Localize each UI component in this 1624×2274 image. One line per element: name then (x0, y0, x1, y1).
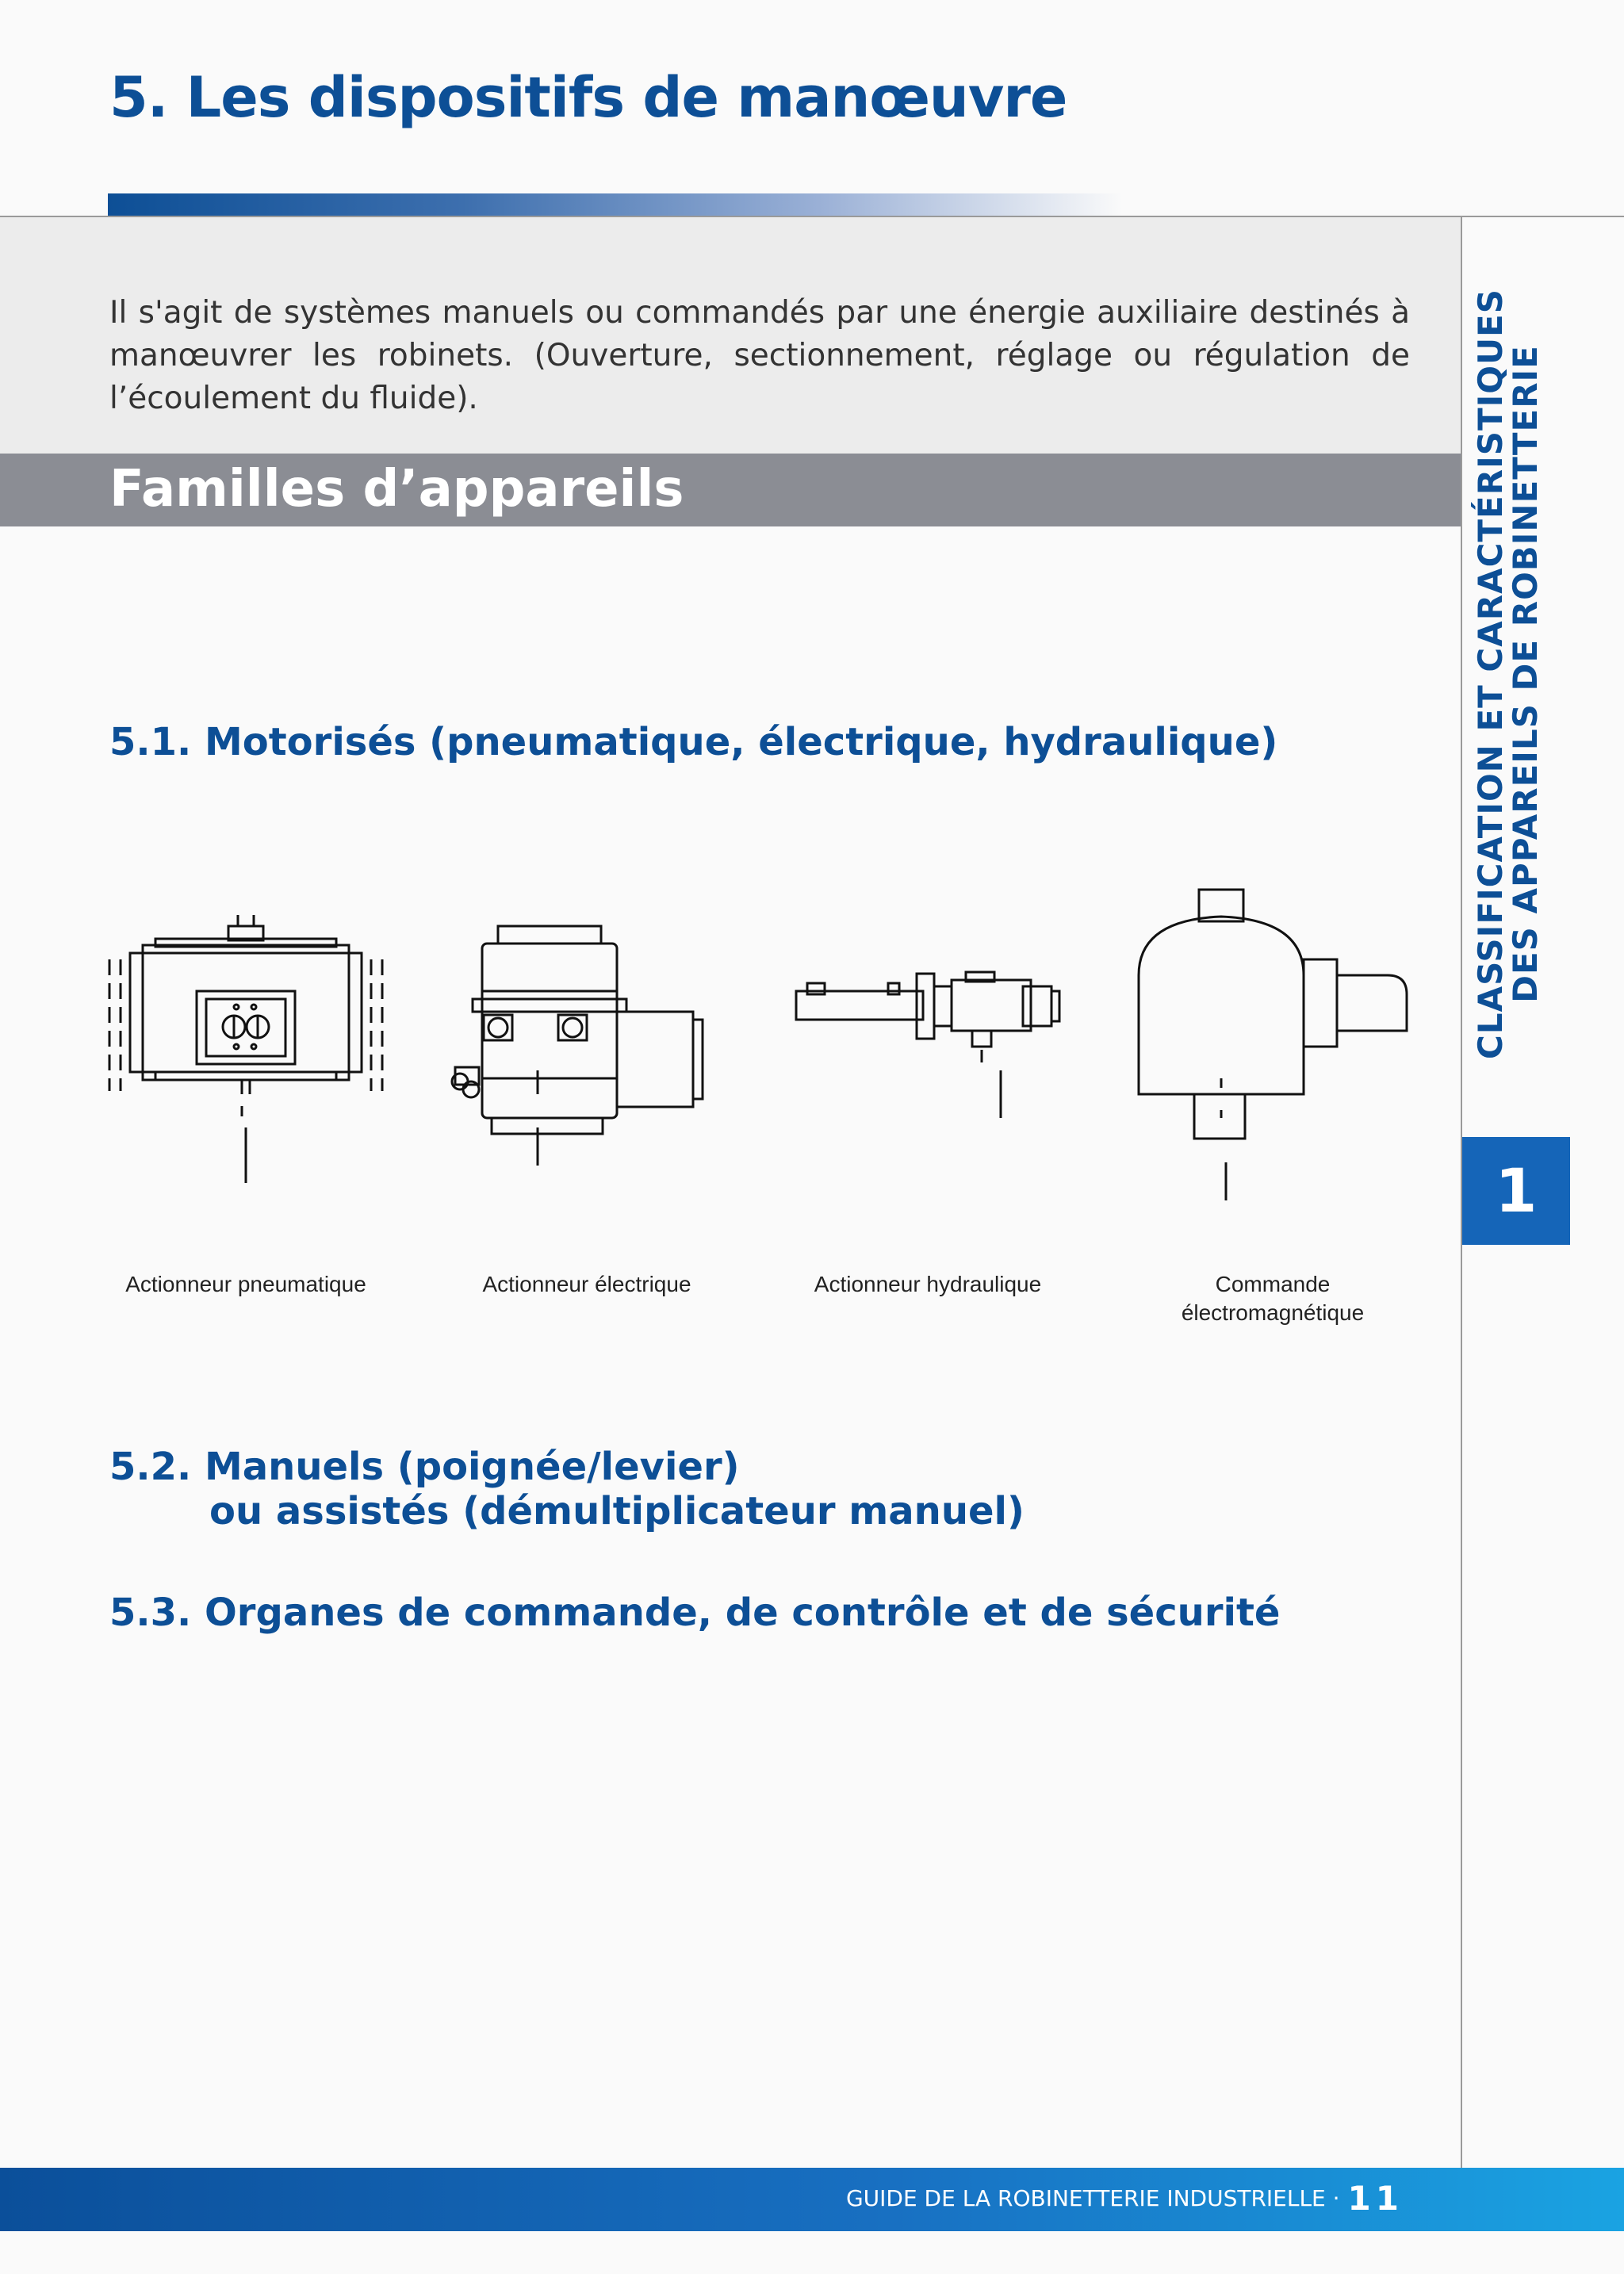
chapter-number-tab: 1 (1462, 1137, 1570, 1245)
side-title-line2: DES APPAREILS DE ROBINETTERIE (1506, 345, 1545, 1003)
title-underline-bar (108, 193, 1123, 216)
caption-line: électromagnétique (1181, 1300, 1365, 1325)
section-5-2-line2: ou assistés (démultiplicateur manuel) (209, 1489, 1025, 1533)
electric-actuator-icon (444, 912, 730, 1173)
footer-text: GUIDE DE LA ROBINETTERIE INDUSTRIELLE · (845, 2184, 1340, 2211)
section-5-1 (109, 720, 1277, 764)
caption-electric: Actionneur électrique (482, 1272, 691, 1296)
side-title-line1: CLASSIFICATION ET CARACTÉRISTIQUES (1471, 289, 1510, 1060)
frame-top-rule-right (1461, 216, 1624, 217)
section-number: 5.3. (109, 1591, 192, 1635)
caption-electromagnetic (1126, 1270, 1419, 1327)
section-number: 5.2. (109, 1445, 192, 1489)
section-5-3 (109, 1591, 1280, 1635)
frame-top-rule (0, 216, 1462, 217)
caption-hydraulic: Actionneur hydraulique (814, 1272, 1042, 1296)
page-title: 5. Les dispositifs de manœuvre (109, 65, 1067, 130)
section-text: Motorisés (pneumatique, électrique, hydraulique) (204, 720, 1278, 764)
footer-content (714, 2176, 1404, 2220)
section-5-2 (109, 1445, 740, 1489)
caption-pneumatic: Actionneur pneumatique (125, 1272, 366, 1296)
section-text: Manuels (poignée/levier) (204, 1445, 740, 1489)
electromagnetic-control-icon (1118, 880, 1419, 1213)
side-chapter-title (1473, 246, 1543, 1102)
page-number: 11 (1347, 2178, 1404, 2218)
hydraulic-actuator-icon (785, 951, 1086, 1126)
section-text: Organes de commande, de contrôle et de sécurité (204, 1591, 1281, 1635)
section-number: 5.1. (109, 720, 192, 764)
band-title: Familles d’appareils (109, 460, 684, 519)
intro-paragraph: Il s'agit de systèmes manuels ou commandés par une énergie auxiliaire destinés à manœuvrer les robinets. (Ouverture, sectionnement, réglage ou régulation de l’écoulement du fluide). (109, 295, 1410, 416)
caption-line: Commande (1215, 1272, 1331, 1296)
pneumatic-actuator-icon (103, 904, 389, 1189)
